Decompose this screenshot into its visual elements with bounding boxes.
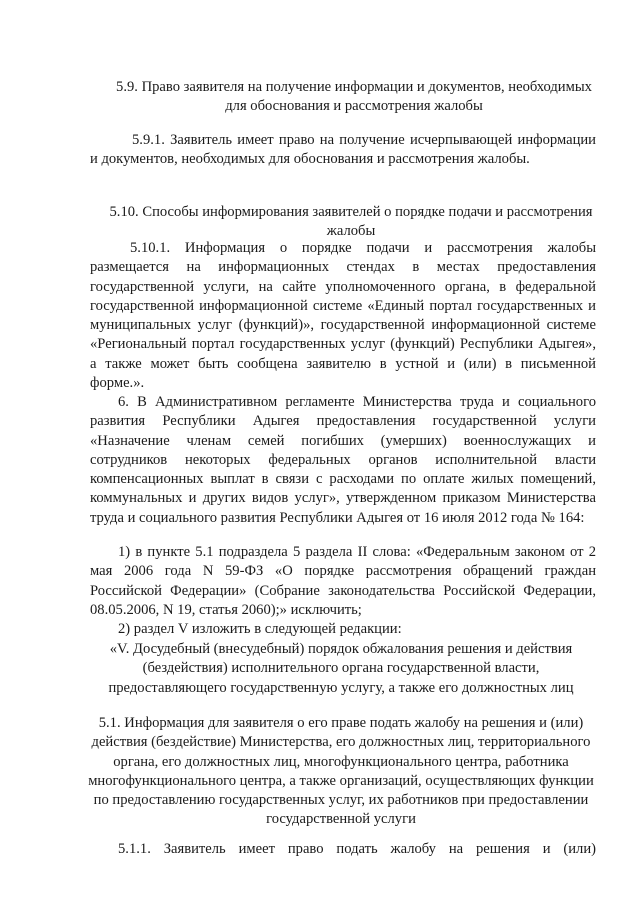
subitem-2: 2) раздел V изложить в следующей редакции: — [118, 621, 402, 637]
subitem-1: 1) в пункте 5.1 подраздела 5 раздела II слова: «Федеральным законом от 2 мая 2006 года N 59-ФЗ «О порядке рассмотрения обращений граждан Российской Федерации» (Собрание законодательства Российской Федерации, 08.05.2006, N 19, статья 2060);» исключить; — [90, 544, 596, 618]
paragraph-5-10-1: 5.10.1. Информация о порядке подачи и рассмотрения жалобы размещается на информационных стендах в местах предоставления государственной услуги, на сайте уполномоченного органа, в федеральной государственной информационной системе «Единый портал государственных и муниципальных услуг (функций)», государственной информационной системе «Региональный портал государственных услуг (функций) Республики Адыгея», а также может быть сообщена заявителю в устной и (или) в письменной форме.». — [90, 240, 596, 392]
paragraph-5-1-1: 5.1.1. Заявитель имеет право подать жалобу на решения и (или) — [118, 841, 596, 857]
item-6-paragraph: 6. В Административном регламенте Министерства труда и социального развития Республики Адыгея предоставления государственной услуги «Назначение членам семей погибших (умерших) военнослужащих и сотрудников некоторых федеральных органов исполнительной власти компенсационных выплат в связи с расходами по оплате жилых помещений, коммунальных и других видов услуг», утвержденном приказом Министерства труда и социального развития Республики Адыгея от 16 июля 2012 года № 164: — [90, 394, 596, 526]
section-5-9-heading: 5.9. Право заявителя на получение информации и документов, необходимых для обоснования и рассмотрения жалобы — [116, 79, 592, 115]
paragraph-5-9-1: 5.9.1. Заявитель имеет право на получение исчерпывающей информации и документов, необходимых для обоснования и рассмотрения жалобы. — [90, 132, 596, 168]
section-5-1-heading: 5.1. Информация для заявителя о его праве подать жалобу на решения и (или) действия (бездействие) Министерства, его должностных лиц, территориального органа, его должностных лиц, многофункционального центра, работника многофункционального центра, а также организаций, осуществляющих функции по предоставлению государственных услуг, их работников при предоставлении государственной услуги — [88, 715, 594, 828]
section-5-10-heading: 5.10. Способы информирования заявителей о порядке подачи и рассмотрения жалобы — [109, 204, 593, 240]
section-v-heading: «V. Досудебный (внесудебный) порядок обжалования решения и действия (бездействия) исполнительного органа государственной власти, предоставляющего государственную услугу, а также его должностных лиц — [108, 641, 574, 696]
